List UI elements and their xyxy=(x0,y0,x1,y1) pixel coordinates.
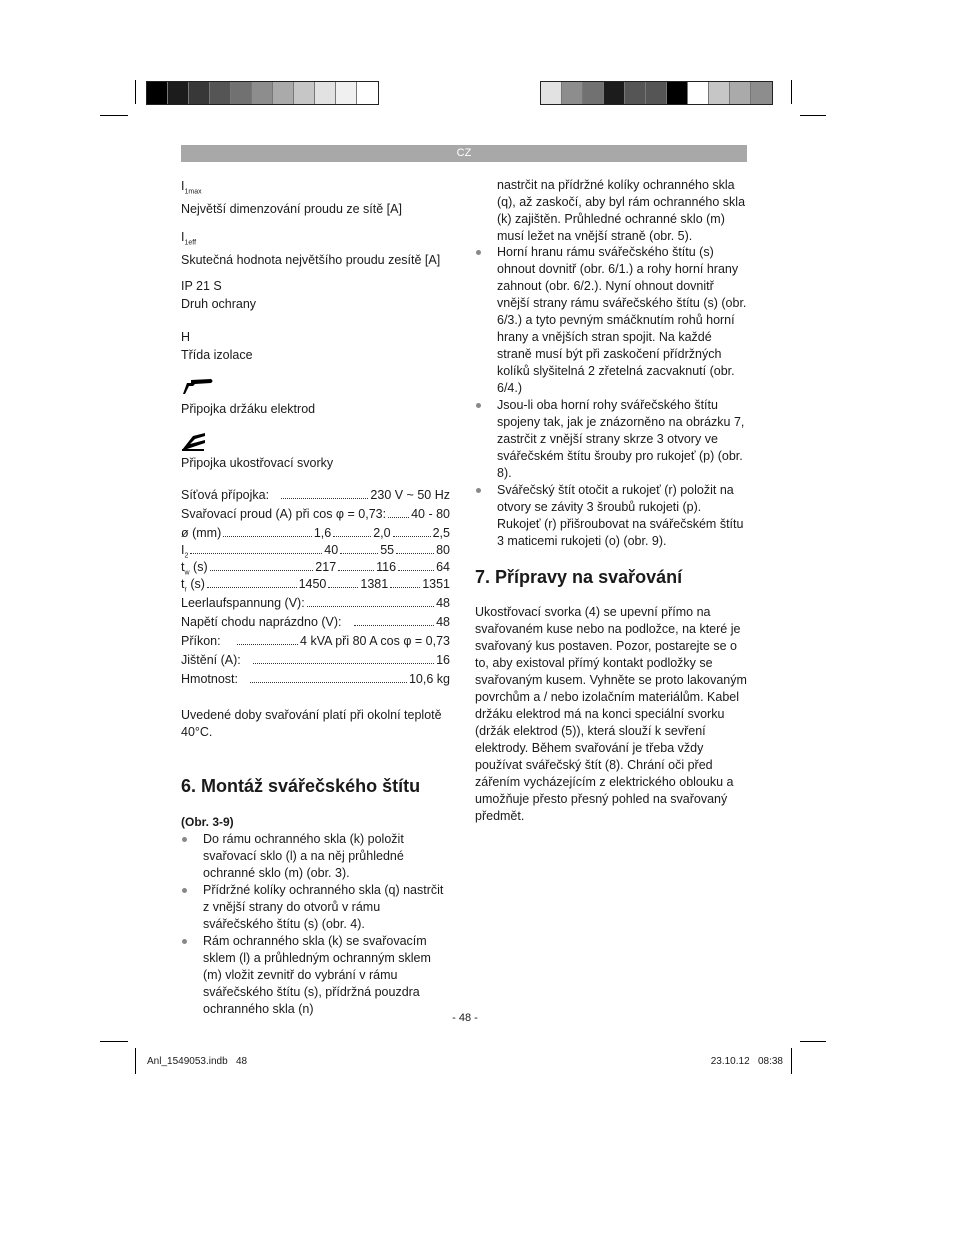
crop-mark xyxy=(800,115,826,116)
spec-row: Jištění (A): 16 xyxy=(181,653,450,667)
footer-date: 23.10.12 08:38 xyxy=(710,1056,783,1067)
continuation-text: nastrčit na přídržné kolíky ochranného skla (q), až zaskočí, aby byl rám ochranného skla (k) zajištěn. Průhledné ochranné sklo (m) musí ležet na vnější straně (obr. 5). xyxy=(497,178,746,243)
specs-table xyxy=(181,487,450,690)
list-item: Svářečský štít otočit a rukojeť (r) položit na otvory se závity 3 šroubů rukojeti (p). Rukojeť (r) přišroubovat na svářečském štítu 3 maticemi rukojeti (o) (obr. 9). xyxy=(475,482,747,550)
ground-clamp-icon xyxy=(181,432,207,452)
list-item: Přídržné kolíky ochranného skla (q) nastrčit z vnější strany do otvorů v rámu svářečského štítu (s) (obr. 4). xyxy=(181,882,453,933)
symbol-i1max: $I_{1max}$ Největší dimenzování proudu ze sítě [A] xyxy=(181,178,461,218)
crop-mark xyxy=(100,1041,128,1042)
section-6-subtitle: (Obr. 3-9) xyxy=(181,815,234,829)
section-7-text: Ukostřovací svorka (4) se upevní přímo na svařovaném kuse nebo na podložce, na které je svařovaný kus postaven. Pozor, postarejte se o to, aby existoval přímý kontakt podložky se svařovaným kusem. Vyhněte se proto lakovaným povrchům a / nebo izolačním materiálům. Kabel držáku elektrod má na konci speciální svorku (držák elektrod (5)), která slouží k sevření elektrody. Během svařování je třeba vždy používat svářečský štít (8). Chrání oči před zářením vycházejícím z elektrického oblouku a umožňuje přesto přesný pohled na svařovaný předmět. xyxy=(475,605,747,823)
symbol-i1eff: $I_{1eff}$ Skutečná hodnota největšího proudu zesítě [A] xyxy=(181,229,461,269)
spec-row: Leerlaufspannung (V): 48 xyxy=(181,596,450,610)
list-item: Jsou-li oba horní rohy svářečského štítu spojeny tak, jak je znázorněno na obrázku 7, zastrčit z vnější strany skrze 3 otvory ve svářečském štítu šrouby pro rukojeť (p) (obr. 8). xyxy=(475,397,747,482)
spec-row: Svařovací proud (A) při cos φ = 0,73: 40 - 80 xyxy=(181,507,450,521)
symbol-description: Největší dimenzování proudu ze sítě [A] xyxy=(181,201,402,216)
spec-row: $I_2$ 40 55 80 xyxy=(181,543,450,560)
spec-row: Hmotnost: 10,6 kg xyxy=(181,672,450,686)
crop-mark xyxy=(800,1041,826,1042)
spec-row: $t_r$ (s) 1450 1381 1351 xyxy=(181,577,450,594)
language-header-bar xyxy=(181,145,747,162)
section-6-title: 6. Montáž svářečského štítu xyxy=(181,776,421,796)
right-list xyxy=(475,244,747,550)
list-item: Do rámu ochranného skla (k) položit svařovací sklo (l) a na něj průhledné ochranné sklo (m) (obr. 3). xyxy=(181,831,453,882)
page-number: - 48 - xyxy=(452,1012,478,1024)
electrode-holder-icon xyxy=(181,375,215,395)
crop-mark xyxy=(135,80,136,104)
note-text: Uvedené doby svařování platí při okolní teplotě 40°C. xyxy=(181,708,442,739)
color-strip-right xyxy=(540,81,773,105)
spec-row: Napětí chodu naprázdno (V): 48 xyxy=(181,615,450,629)
symbol-description: Skutečná hodnota největšího proudu zesítě [A] xyxy=(181,252,441,267)
ground-clamp-label: Připojka ukostřovací svorky xyxy=(181,456,334,470)
spec-row: ø (mm) 1,6 2,0 2,5 xyxy=(181,526,450,540)
color-strip-left xyxy=(146,81,379,105)
language-code: CZ xyxy=(456,147,472,159)
symbol-ip21s: IP 21 S Druh ochrany xyxy=(181,279,257,311)
list-item: Horní hranu rámu svářečského štítu (s) ohnout dovnitř (obr. 6/1.) a rohy horní hrany zahnout (obr. 6/2.). Nyní ohnout dovnitř vnější strany rámu svářečského štítu (s) (obr. 6/3.) a tyto pevným smáčknutím rohů horní hrany a vnějších stran spojit. Na každé straně musí být při zaskočení přídržných kolíků slyšitelná 2 zřetelná zacvaknutí (obr. 6/4.) xyxy=(475,244,747,397)
section-7-title: 7. Přípravy na svařování xyxy=(475,567,683,587)
crop-mark xyxy=(135,1048,136,1074)
crop-mark xyxy=(791,80,792,104)
footer-file: Anl_1549053.indb 48 xyxy=(147,1056,248,1067)
section-6-list xyxy=(181,831,453,1018)
crop-mark xyxy=(791,1048,792,1074)
symbol-h: H Třída izolace xyxy=(181,330,253,362)
spec-row: Síťová přípojka: 230 V ~ 50 Hz xyxy=(181,488,450,502)
crop-mark xyxy=(100,115,128,116)
list-item: Rám ochranného skla (k) se svařovacím sklem (l) a průhledným ochranným sklem (m) vložit zevnitř do vybrání v rámu svářečského štítu (s), přídržná pouzdra ochranného skla (n) xyxy=(181,933,453,1018)
spec-row: Příkon: 4 kVA při 80 A cos φ = 0,73 xyxy=(181,634,450,648)
spec-row: $t_w$ (s) 217 116 64 xyxy=(181,560,450,577)
electrode-holder-label: Připojka držáku elektrod xyxy=(181,402,316,416)
